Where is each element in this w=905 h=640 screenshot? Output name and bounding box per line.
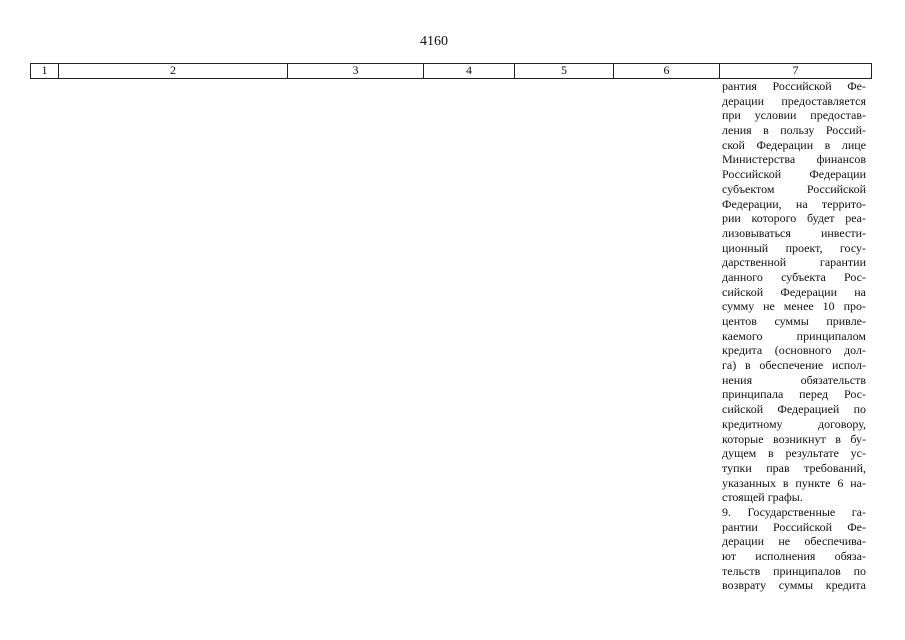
text-line: ления в пользу Россий- — [722, 123, 866, 138]
text-line: дерации предоставляется — [722, 93, 866, 108]
text-line: Федерации, на террито- — [722, 196, 866, 211]
text-line: кредитному договору, — [722, 416, 866, 431]
column-header-4: 4 — [424, 64, 515, 78]
text-line: Российской Федерации — [722, 167, 866, 182]
text-line: тельств принципалов по — [722, 563, 866, 578]
text-line: субъектом Российской — [722, 181, 866, 196]
column-header-5: 5 — [515, 64, 614, 78]
text-line: сийской Федерацией по — [722, 402, 866, 417]
text-line: сийской Федерации на — [722, 284, 866, 299]
text-line: данного субъекта Рос- — [722, 269, 866, 284]
table-header-row — [30, 63, 872, 79]
text-line: лизовываться инвести- — [722, 225, 866, 240]
text-line: ской Федерации в лице — [722, 137, 866, 152]
text-line: ционный проект, госу- — [722, 240, 866, 255]
column-header-3: 3 — [288, 64, 424, 78]
text-line: тупки прав требований, — [722, 460, 866, 475]
text-line: стоящей графы. — [722, 490, 803, 505]
text-line: рантия Российской Фе- — [722, 79, 866, 93]
column-header-7: 7 — [720, 64, 872, 78]
text-line: принципала перед Рос- — [722, 387, 866, 402]
column-header-1: 1 — [31, 64, 59, 78]
text-line: рии которого будет реа- — [722, 211, 866, 226]
text-line: возврату суммы кредита — [722, 578, 866, 593]
text-line: Министерства финансов — [722, 152, 866, 167]
text-line: дерации не обеспечива- — [722, 534, 866, 549]
text-line: указанных в пункте 6 на- — [722, 475, 866, 490]
text-line: каемого принципалом — [722, 328, 866, 343]
text-line: 9. Государственные га- — [722, 504, 866, 519]
text-line: нения обязательств — [722, 372, 866, 387]
text-line: сумму не менее 10 про- — [722, 299, 866, 314]
text-line: кредита (основного дол- — [722, 343, 866, 358]
text-line: га) в обеспечение испол- — [722, 358, 866, 373]
text-line: дущем в результате ус- — [722, 446, 866, 461]
text-line: центов суммы привле- — [722, 314, 866, 328]
column-7-text — [722, 79, 866, 593]
text-line: при условии предостав- — [722, 108, 866, 123]
text-line: которые возникнут в бу- — [722, 431, 866, 446]
column-header-6: 6 — [614, 64, 720, 78]
text-line: дарственной гарантии — [722, 255, 866, 270]
column-header-2: 2 — [59, 64, 288, 78]
page-number: 4160 — [420, 34, 448, 49]
text-line: ют исполнения обяза- — [722, 549, 866, 563]
text-line: рантии Российской Фе- — [722, 519, 866, 534]
